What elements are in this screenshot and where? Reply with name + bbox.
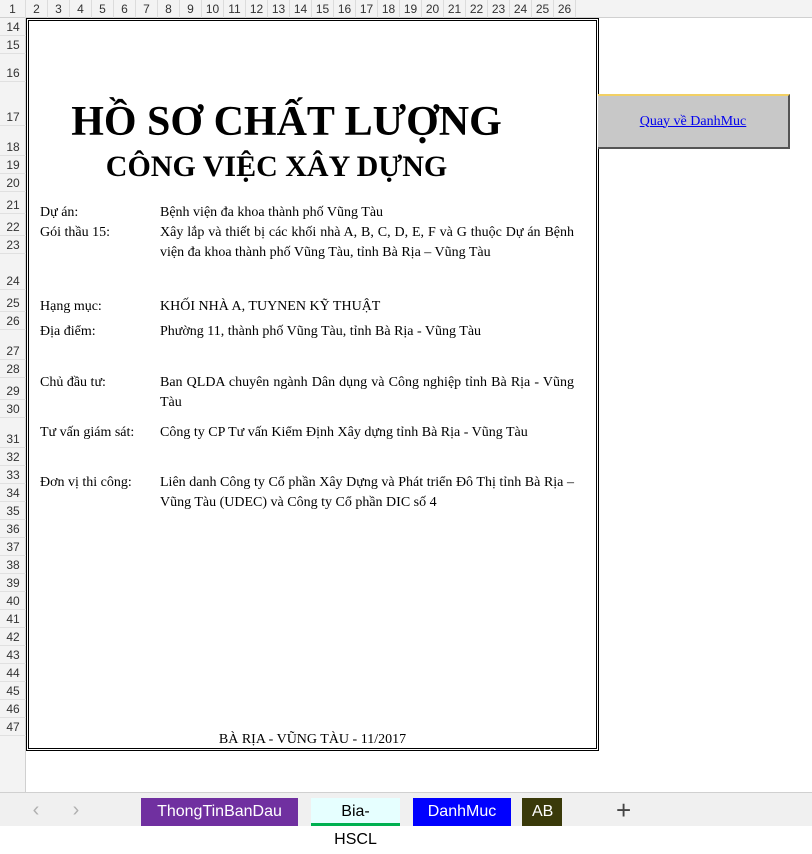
column-header-cell[interactable]: 12 (246, 0, 268, 18)
column-header-cell[interactable]: 4 (70, 0, 92, 18)
column-header-cell[interactable]: 21 (444, 0, 466, 18)
column-header-cell[interactable]: 2 (26, 0, 48, 18)
value-investor: Ban QLDA chuyên ngành Dân dụng và Công nghiệp tỉnh Bà Rịa - Vũng Tàu (160, 375, 574, 410)
row-header-cell[interactable]: 22 (0, 214, 26, 236)
chevron-left-icon[interactable]: ‹ (32, 799, 40, 821)
document-subtitle: CÔNG VIỆC XÂY DỰNG (105, 150, 448, 183)
column-header-cell[interactable]: 25 (532, 0, 554, 18)
row-header-cell[interactable]: 19 (0, 156, 26, 174)
document-title: HỒ SƠ CHẤT LƯỢNG (71, 99, 502, 145)
column-header-cell[interactable]: 11 (224, 0, 246, 18)
value-category: KHỐI NHÀ A, TUYNEN KỸ THUẬT (160, 299, 381, 314)
row-header-cell[interactable]: 29 (0, 378, 26, 400)
row-header-cell[interactable]: 47 (0, 718, 26, 736)
row-header-cell[interactable]: 46 (0, 700, 26, 718)
value-supervisor: Công ty CP Tư vấn Kiểm Định Xây dựng tỉnh Bà Rịa - Vũng Tàu (160, 425, 528, 440)
back-link-cell[interactable] (598, 94, 790, 149)
label-package: Gói thầu 15: (40, 225, 110, 240)
row-header-cell[interactable]: 38 (0, 556, 26, 574)
column-header-cell[interactable]: 18 (378, 0, 400, 18)
row-header-cell[interactable]: 27 (0, 330, 26, 360)
row-header-cell[interactable]: 44 (0, 664, 26, 682)
value-contractor: Liên danh Công ty Cổ phần Xây Dựng và Phát triển Đô Thị tỉnh Bà Rịa – Vũng Tàu (UDEC) và Công ty Cổ phần DIC số 4 (160, 475, 574, 510)
column-header-cell[interactable]: 6 (114, 0, 136, 18)
back-to-danhmuc-link[interactable]: Quay về DanhMuc (639, 113, 747, 129)
column-header-cell[interactable]: 1 (0, 0, 26, 18)
sheet-tab-bar (0, 792, 812, 848)
row-header-cell[interactable]: 35 (0, 502, 26, 520)
row-header-cell[interactable]: 26 (0, 312, 26, 330)
row-header-cell[interactable]: 36 (0, 520, 26, 538)
column-header-cell[interactable]: 5 (92, 0, 114, 18)
column-header-cell[interactable]: 10 (202, 0, 224, 18)
row-header-cell[interactable]: 15 (0, 36, 26, 54)
column-header-cell[interactable]: 16 (334, 0, 356, 18)
column-header-cell[interactable]: 20 (422, 0, 444, 18)
column-header-cell[interactable]: 22 (466, 0, 488, 18)
row-header-cell[interactable]: 28 (0, 360, 26, 378)
row-header-cell[interactable]: 16 (0, 54, 26, 82)
tab-thongtinbandau[interactable]: ThongTinBanDau (141, 798, 298, 826)
label-investor: Chủ đầu tư: (40, 375, 106, 390)
value-location: Phường 11, thành phố Vũng Tàu, tỉnh Bà Rịa - Vũng Tàu (160, 324, 482, 339)
row-header-cell[interactable]: 45 (0, 682, 26, 700)
label-supervisor: Tư vấn giám sát: (40, 425, 135, 440)
row-header-cell[interactable]: 41 (0, 610, 26, 628)
row-header-cell[interactable]: 31 (0, 418, 26, 448)
column-header-cell[interactable]: 23 (488, 0, 510, 18)
row-header-cell[interactable]: 43 (0, 646, 26, 664)
column-header-cell[interactable]: 15 (312, 0, 334, 18)
column-header-cell[interactable]: 3 (48, 0, 70, 18)
label-contractor: Đơn vị thi công: (40, 475, 132, 490)
row-header-cell[interactable]: 30 (0, 400, 26, 418)
tab-ab[interactable]: AB (522, 798, 562, 826)
tab-bia-hscl[interactable]: Bia-HSCL (311, 798, 400, 826)
row-header-cell[interactable]: 24 (0, 254, 26, 290)
column-header-cell[interactable]: 17 (356, 0, 378, 18)
plus-icon[interactable]: + (616, 795, 632, 825)
row-header-cell[interactable]: 17 (0, 82, 26, 126)
row-header-cell[interactable]: 32 (0, 448, 26, 466)
chevron-right-icon[interactable]: › (72, 799, 80, 821)
column-header-cell[interactable]: 7 (136, 0, 158, 18)
column-header-cell[interactable]: 14 (290, 0, 312, 18)
row-header-cell[interactable]: 33 (0, 466, 26, 484)
footer-place-date: BÀ RỊA - VŨNG TÀU - 11/2017 (218, 732, 407, 747)
row-header-cell[interactable]: 25 (0, 290, 26, 312)
column-header-cell[interactable]: 8 (158, 0, 180, 18)
column-header-cell[interactable]: 9 (180, 0, 202, 18)
column-header (0, 0, 812, 18)
row-header-cell[interactable]: 23 (0, 236, 26, 254)
label-project: Dự án: (40, 205, 79, 220)
column-header-cell[interactable]: 24 (510, 0, 532, 18)
column-header-cell[interactable]: 26 (554, 0, 576, 18)
column-header-cell[interactable]: 13 (268, 0, 290, 18)
value-project: Bệnh viện đa khoa thành phố Vũng Tàu (160, 205, 384, 220)
row-header-cell[interactable]: 39 (0, 574, 26, 592)
column-header-cell[interactable]: 19 (400, 0, 422, 18)
row-header-cell[interactable]: 20 (0, 174, 26, 192)
label-location: Địa điểm: (40, 324, 96, 339)
row-header-cell[interactable]: 42 (0, 628, 26, 646)
row-header-cell[interactable]: 14 (0, 18, 26, 36)
row-header-cell[interactable]: 18 (0, 126, 26, 156)
value-package: Xây lắp và thiết bị các khối nhà A, B, C, D, E, F và G thuộc Dự án Bệnh viện đa khoa thành phố Vũng Tàu, tỉnh Bà Rịa – Vũng Tàu (160, 225, 574, 260)
row-header-cell[interactable]: 21 (0, 192, 26, 214)
row-header-cell[interactable]: 34 (0, 484, 26, 502)
row-header-cell[interactable]: 40 (0, 592, 26, 610)
tab-danhmuc[interactable]: DanhMuc (413, 798, 511, 826)
row-header-cell[interactable]: 37 (0, 538, 26, 556)
label-category: Hạng mục: (40, 299, 102, 314)
